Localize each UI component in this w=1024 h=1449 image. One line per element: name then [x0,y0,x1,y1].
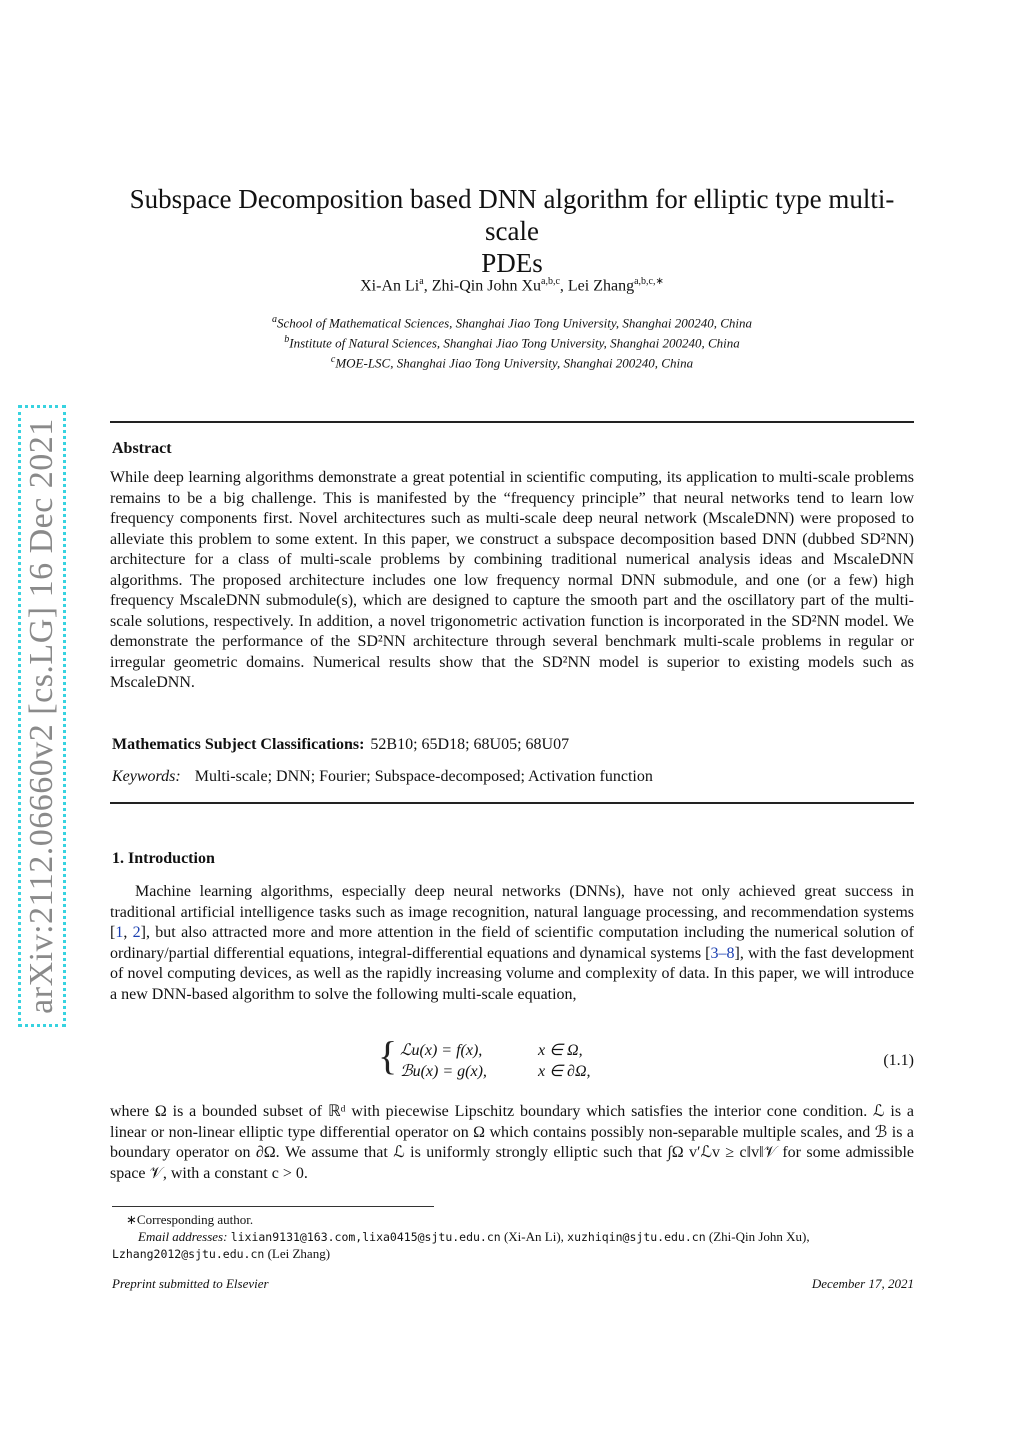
email-address[interactable]: xuzhiqin@sjtu.edu.cn [567,1230,706,1244]
title-line-2: PDEs [481,248,543,278]
affiliation [110,352,914,372]
affiliation [110,332,914,352]
author-sup: a [419,276,424,287]
affiliation-sup: b [284,333,290,345]
abstract-bottom-rule [110,802,914,804]
intro-text: ], but also attracted more and more attention in the field of scientific computation including the numerical solution of ordinary/partial differential equations, integral-differential equations and dynamical systems [ [110,924,915,962]
arxiv-sidebar-stamp [18,405,66,1027]
equation-1-1 [378,1033,591,1082]
equation-row [400,1061,591,1082]
author-sup: a,b,c,∗ [634,276,664,287]
equation-lhs: ℒu(x) = f(x), [400,1042,483,1059]
author-sup: a,b,c [541,276,560,287]
author-list: Xi-An Li$^a$, Zhi-Qin John Xu$^{a,b,c}$, Lei Zhang$^{a,b,c,∗}$ [360,276,664,295]
citation-link[interactable]: 2 [132,924,141,941]
abstract-text: While deep learning algorithms demonstrate a great potential in scientific computing, its application to multi-scale problems remains to be a big challenge. This is manifested by the “frequency principle” that neural networks tend to learn low frequency components first. Novel architectures such as multi-scale deep neural network (MscaleDNN) were proposed to alleviate this problem to some extent. In this paper, we construct a subspace decomposition based DNN (dubbed SD²NN) architecture for a class of multi-scale problems by combining traditional numerical analysis ideas and MscaleDNN algorithms. The proposed architecture includes one low frequency normal DNN submodule, and one (or a few) high frequency MscaleDNN submodule(s), which are designed to capture the smooth part and the oscillatory part of the multi-scale solutions, respectively. In addition, a novel trigonometric activation function is incorporated in the SD²NN model. We demonstrate the performance of the SD²NN architecture through several benchmark multi-scale problems in regular or irregular geometric domains. Numerical results show that the SD²NN model is superior to existing models such as MscaleDNN. [110,469,914,691]
msc-line [112,736,569,754]
email-owner: (Xi-An Li), [503,1229,564,1244]
email-address[interactable]: lixian9131@163.com,lixa0415@sjtu.edu.cn [230,1230,501,1244]
msc-value: 52B10; 65D18; 68U05; 68U07 [370,736,570,753]
affiliations [110,312,914,371]
footnote-emails [112,1229,914,1262]
intro-text: ], with the fast development of novel computing devices, as well as the rapidly increasing volume and complexity of data. In this paper, we will introduce a new DNN-based algorithm to solve the following multi-scale equation, [110,944,915,1003]
intro-paragraph-1: Machine learning algorithms, especially deep neural networks (DNNs), have not only achieved great success in traditional artificial intelligence tasks such as image recognition, natural language processing, and recommendation systems [1, 2], but also attracted more and more attention in the field of scientific computation including the numerical solution of ordinary/partial differential equations, integral-differential equations and dynamical systems [3–8], with the fast development of novel computing devices, as well as the rapidly increasing volume and complexity of data. In this paper, we will introduce a new DNN-based algorithm to solve the following multi-scale equation, [110,883,915,1003]
msc-label: Mathematics Subject Classifications: [112,736,365,753]
affiliation-text: MOE-LSC, Shanghai Jiao Tong University, Shanghai 200240, China [335,354,694,370]
paper-title [110,183,914,279]
keywords-label: Keywords: [112,768,181,785]
left-brace: { [378,1033,398,1078]
affiliation [110,312,914,332]
abstract-top-rule [110,421,914,423]
affiliation-text: Institute of Natural Sciences, Shanghai Jiao Tong University, Shanghai 200240, China [289,335,740,351]
equation-condition: x ∈ Ω, [538,1042,583,1059]
footnote-corresponding: ∗Corresponding author. [126,1212,254,1227]
equation-condition: x ∈ ∂Ω, [538,1063,591,1080]
author-name: Zhi-Qin John Xu [431,277,542,295]
citation-link[interactable]: 1 [115,924,124,941]
footer-preprint-note: Preprint submitted to Elsevier [112,1276,269,1291]
section-heading-introduction: 1. Introduction [112,850,215,867]
keywords-value: Multi-scale; DNN; Fourier; Subspace-decomposed; Activation function [194,768,653,785]
intro-paragraph-2: where Ω is a bounded subset of ℝᵈ with piecewise Lipschitz boundary which satisfies the interior cone condition. ℒ is a linear or non-linear elliptic type differential operator on Ω which contains possibly non-separable multiple scales, and ℬ is a boundary operator on ∂Ω. We assume that ℒ is uniformly strongly elliptic such that ∫Ω v′ℒv ≥ c‖v‖𝒱 for some admissible space 𝒱, with a constant c > 0. [110,1103,914,1182]
equation-number: (1.1) [883,1052,914,1069]
email-address[interactable]: Lzhang2012@sjtu.edu.cn [112,1246,265,1261]
email-owner: (Zhi-Qin John Xu), [708,1229,810,1244]
affiliation-sup: c [330,353,336,365]
equation-row [400,1040,591,1061]
affiliation-sup: a [271,314,277,325]
author-name: Xi-An Li [360,277,420,295]
footer-date: December 17, 2021 [811,1276,914,1291]
author-name: Lei Zhang [567,277,635,295]
intro-text: Machine learning algorithms, especially deep neural networks (DNNs), have not only achieved great success in traditional artificial intelligence tasks such as image recognition, natural language processing, and recommendation systems [ [110,883,914,941]
email-label: Email addresses: [138,1229,228,1244]
citation-link[interactable]: 3–8 [710,944,735,962]
arxiv-id: arXiv:2112.06660v2 [cs.LG] 16 Dec 2021 [23,418,60,1014]
affiliation-text: School of Mathematical Sciences, Shanghai Jiao Tong University, Shanghai 200240, China [276,315,753,331]
footnote-rule [112,1206,434,1207]
equation-lhs: ℬu(x) = g(x), [400,1063,487,1080]
title-line-1: Subspace Decomposition based DNN algorithm for elliptic type multi-scale [129,184,895,246]
keywords-line [112,768,653,786]
abstract-heading: Abstract [112,440,172,457]
email-owner: (Lei Zhang) [267,1245,331,1261]
